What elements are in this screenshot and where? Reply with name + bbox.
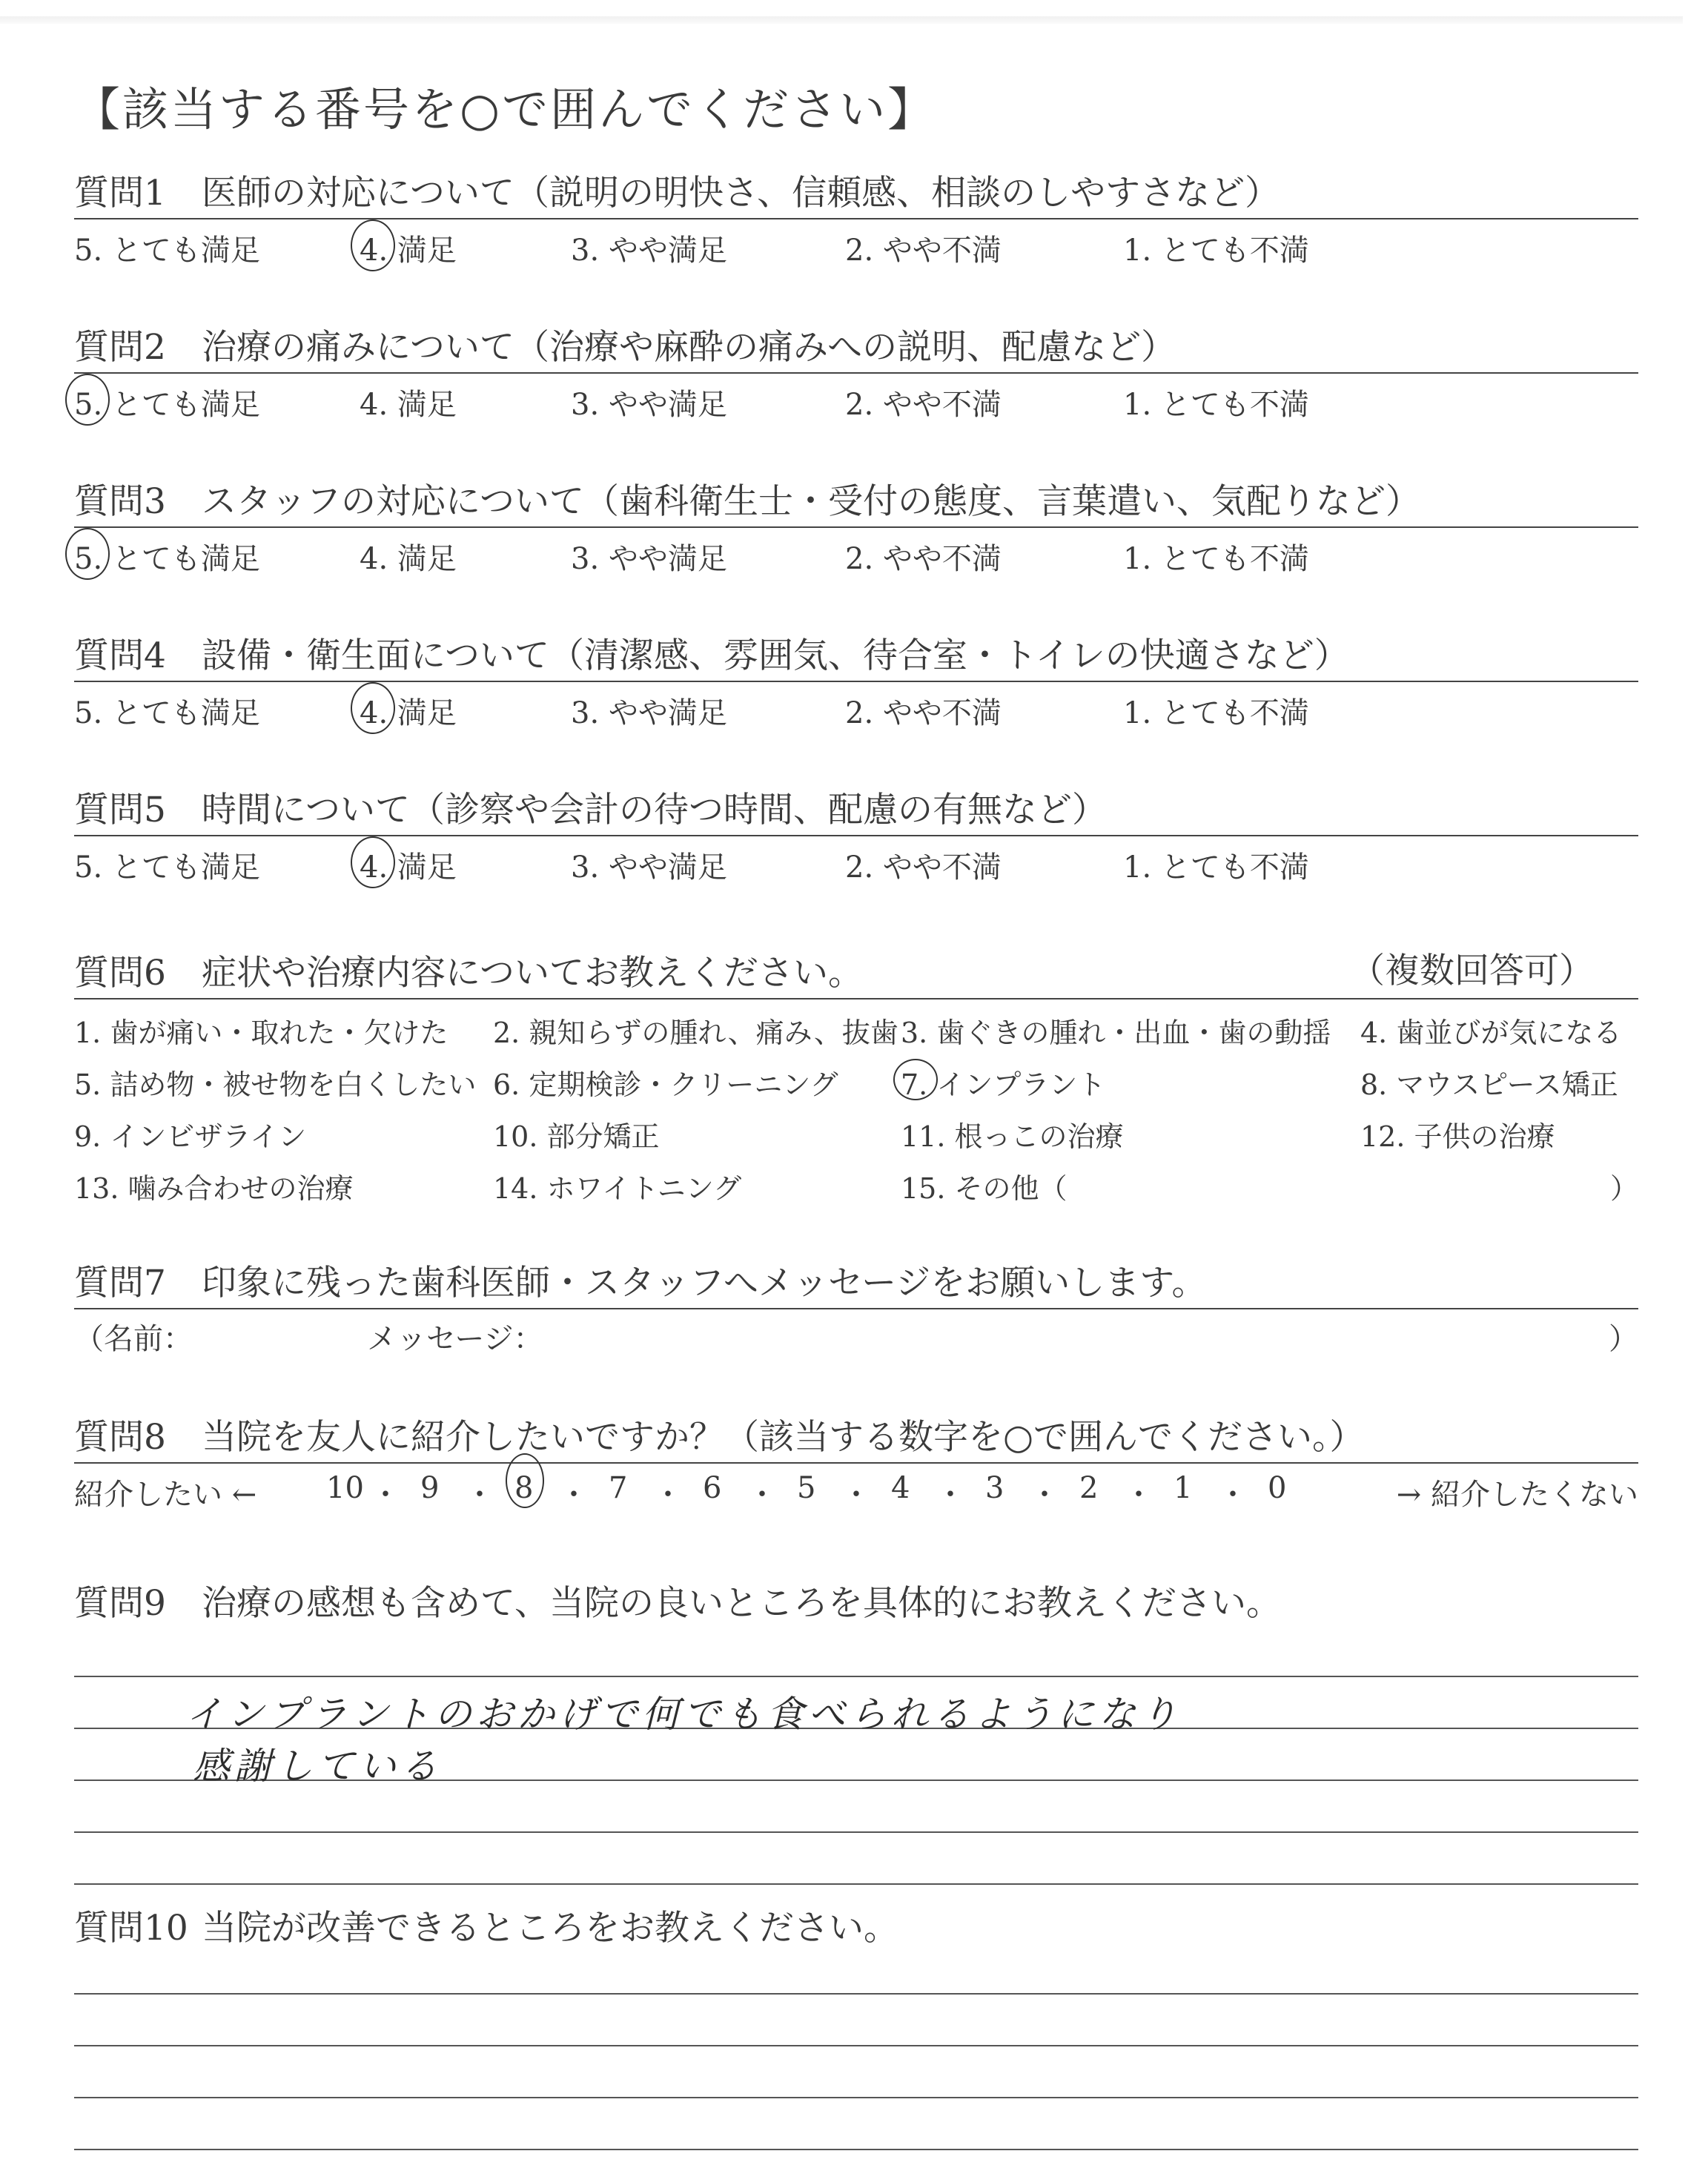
scale-value-10[interactable]: 10 xyxy=(326,1471,364,1505)
rating-option-2[interactable]: 2. やや不満 xyxy=(845,388,1002,422)
rating-option-5[interactable]: 5. とても満足 xyxy=(74,542,260,576)
scale-value-6[interactable]: 6 xyxy=(703,1471,722,1505)
message-close-paren: ） xyxy=(1609,1322,1638,1356)
symptom-option-5[interactable]: 5. 詰め物・被せ物を白くしたい xyxy=(74,1068,477,1101)
question-text: 印象に残った歯科医師・スタッフへメッセージをお願いします。 xyxy=(202,1263,1207,1303)
question-number: 質問9 xyxy=(74,1583,166,1624)
rating-option-5[interactable]: 5. とても満足 xyxy=(74,234,260,268)
rating-option-1[interactable]: 1. とても不満 xyxy=(1123,850,1309,885)
answer-lines xyxy=(74,1949,1638,2171)
question-text: 治療の感想も含めて、当院の良いところを具体的にお教えください。 xyxy=(202,1583,1282,1624)
scale-left-label: 紹介したい ← xyxy=(74,1478,257,1512)
symptom-option-3[interactable]: 3. 歯ぐきの腫れ・出血・歯の動揺 xyxy=(901,1017,1331,1049)
rating-option-3[interactable]: 3. やや満足 xyxy=(571,388,727,422)
scale-separator: ・ xyxy=(653,1478,683,1512)
rating-option-4[interactable]: 4. 満足 xyxy=(360,696,457,730)
answer-lines xyxy=(74,1624,1638,1906)
writing-line xyxy=(74,2045,1638,2046)
question-text: スタッフの対応について（歯科衛生士・受付の態度、言葉遣い、気配りなど） xyxy=(202,481,1421,522)
rating-option-4[interactable]: 4. 満足 xyxy=(360,234,457,268)
question-text: 治療の痛みについて（治療や麻酔の痛みへの説明、配慮など） xyxy=(202,327,1176,368)
writing-line xyxy=(74,1993,1638,1995)
handwritten-answer-line-1: インプラントのおかげで何でも食べられるようになり xyxy=(185,1693,1182,1736)
symptom-option-13[interactable]: 13. 噛み合わせの治療 xyxy=(74,1172,354,1205)
question-text: 医師の対応について（説明の明快さ、信頼感、相談のしやすさなど） xyxy=(202,173,1280,214)
selected-circle-mark xyxy=(351,836,395,888)
symptom-option-8[interactable]: 8. マウスピース矯正 xyxy=(1360,1068,1618,1101)
scan-top-edge xyxy=(0,16,1683,24)
question-text: 設備・衛生面について（清潔感、雰囲気、待合室・トイレの快適さなど） xyxy=(202,635,1349,676)
scale-separator: ・ xyxy=(1218,1478,1248,1512)
scale-value-7[interactable]: 7 xyxy=(609,1471,628,1505)
rating-options xyxy=(74,374,1638,422)
writing-line xyxy=(74,1883,1638,1885)
rating-option-3[interactable]: 3. やや満足 xyxy=(571,542,727,576)
multiple-answer-note: （複数回答可） xyxy=(1350,951,1594,991)
rating-option-3[interactable]: 3. やや満足 xyxy=(571,850,727,885)
symptom-option-4[interactable]: 4. 歯並びが気になる xyxy=(1360,1017,1622,1049)
scale-separator: ・ xyxy=(1030,1478,1059,1512)
rating-options xyxy=(74,219,1638,268)
message-label: メッセージ： xyxy=(367,1322,543,1356)
symptom-option-15[interactable]: 15. その他（ xyxy=(901,1172,1068,1205)
question-text: 症状や治療内容についてお教えください。 xyxy=(202,953,864,994)
scale-separator: ・ xyxy=(559,1478,589,1512)
question-text: 当院が改善できるところをお教えください。 xyxy=(202,1908,898,1949)
rating-option-1[interactable]: 1. とても不満 xyxy=(1123,696,1309,730)
question-3 xyxy=(74,478,1638,576)
question-number: 質問5 xyxy=(74,790,166,830)
symptom-option-2[interactable]: 2. 親知らずの腫れ、痛み、抜歯 xyxy=(493,1017,898,1049)
other-close-paren: ） xyxy=(1609,1172,1638,1205)
selected-circle-mark xyxy=(506,1453,544,1508)
scale-separator: ・ xyxy=(747,1478,777,1512)
question-text: 時間について（診察や会計の待つ時間、配慮の有無など） xyxy=(202,790,1108,830)
instruction-title: 【該当する番号を○で囲んでください】 xyxy=(74,82,936,136)
scale-value-5[interactable]: 5 xyxy=(797,1471,816,1505)
question-number: 質問1 xyxy=(74,173,166,214)
rating-option-2[interactable]: 2. やや不満 xyxy=(845,696,1002,730)
scale-value-8[interactable]: 8 xyxy=(514,1471,534,1505)
rating-option-4[interactable]: 4. 満足 xyxy=(360,850,457,885)
question-number: 質問8 xyxy=(74,1417,166,1458)
scale-value-4[interactable]: 4 xyxy=(891,1471,910,1505)
name-label: （名前： xyxy=(74,1322,193,1356)
symptom-option-10[interactable]: 10. 部分矯正 xyxy=(493,1120,660,1153)
scale-right-label: → 紹介したくない xyxy=(1396,1478,1638,1512)
question-text: 当院を友人に紹介したいですか？（該当する数字を○で囲んでください。） xyxy=(202,1417,1365,1458)
question-9 xyxy=(74,1579,1638,1906)
question-5 xyxy=(74,786,1638,885)
scale-value-1[interactable]: 1 xyxy=(1174,1471,1193,1505)
rating-options xyxy=(74,528,1638,576)
rating-option-2[interactable]: 2. やや不満 xyxy=(845,850,1002,885)
question-number: 質問4 xyxy=(74,635,166,676)
question-7 xyxy=(74,1259,1638,1354)
symptom-option-12[interactable]: 12. 子供の治療 xyxy=(1360,1120,1555,1153)
symptom-option-7[interactable]: 7. インプラント xyxy=(901,1068,1106,1101)
writing-line xyxy=(74,1676,1638,1677)
scale-separator: ・ xyxy=(465,1478,494,1512)
rating-options xyxy=(74,836,1638,885)
symptom-option-9[interactable]: 9. インビザライン xyxy=(74,1120,307,1153)
question-number: 質問6 xyxy=(74,953,166,994)
question-2 xyxy=(74,323,1638,422)
scale-value-2[interactable]: 2 xyxy=(1079,1471,1099,1505)
question-10 xyxy=(74,1904,1638,2171)
writing-line xyxy=(74,2149,1638,2150)
selected-circle-mark xyxy=(893,1059,938,1100)
writing-line xyxy=(74,1831,1638,1833)
scale-separator: ・ xyxy=(371,1478,400,1512)
rating-option-1[interactable]: 1. とても不満 xyxy=(1123,542,1309,576)
question-6 xyxy=(74,949,1638,1207)
question-1 xyxy=(74,169,1638,268)
rating-option-5[interactable]: 5. とても満足 xyxy=(74,696,260,730)
rating-option-3[interactable]: 3. やや満足 xyxy=(571,696,727,730)
rating-option-5[interactable]: 5. とても満足 xyxy=(74,850,260,885)
scale-separator: ・ xyxy=(841,1478,871,1512)
question-number: 質問7 xyxy=(74,1263,166,1303)
rating-options xyxy=(74,682,1638,730)
selected-circle-mark xyxy=(351,682,395,734)
rating-option-1[interactable]: 1. とても不満 xyxy=(1123,234,1309,268)
symptom-option-11[interactable]: 11. 根っこの治療 xyxy=(901,1120,1124,1153)
symptom-option-1[interactable]: 1. 歯が痛い・取れた・欠けた xyxy=(74,1017,448,1049)
rating-option-2[interactable]: 2. やや不満 xyxy=(845,542,1002,576)
selected-circle-mark xyxy=(351,219,395,271)
writing-line xyxy=(74,2097,1638,2098)
selected-circle-mark xyxy=(65,374,110,426)
rating-option-1[interactable]: 1. とても不満 xyxy=(1123,388,1309,422)
question-number: 質問10 xyxy=(74,1908,188,1949)
rating-option-3[interactable]: 3. やや満足 xyxy=(571,234,727,268)
rating-option-4[interactable]: 4. 満足 xyxy=(360,542,457,576)
symptom-options xyxy=(74,999,1638,1207)
scale-value-9[interactable]: 9 xyxy=(420,1471,440,1505)
handwritten-answer-line-2: 感謝している xyxy=(193,1745,442,1788)
question-number: 質問3 xyxy=(74,481,166,522)
selected-circle-mark xyxy=(65,528,110,580)
scale-separator: ・ xyxy=(936,1478,965,1512)
recommend-scale xyxy=(74,1464,1638,1516)
question-number: 質問2 xyxy=(74,327,166,368)
scale-separator: ・ xyxy=(1124,1478,1153,1512)
rating-option-2[interactable]: 2. やや不満 xyxy=(845,234,1002,268)
rating-option-5[interactable]: 5. とても満足 xyxy=(74,388,260,422)
rating-option-4[interactable]: 4. 満足 xyxy=(360,388,457,422)
scale-value-3[interactable]: 3 xyxy=(985,1471,1004,1505)
scale-value-0[interactable]: 0 xyxy=(1268,1471,1287,1505)
symptom-option-6[interactable]: 6. 定期検診・クリーニング xyxy=(493,1068,838,1101)
question-8 xyxy=(74,1413,1638,1516)
question-4 xyxy=(74,632,1638,730)
symptom-option-14[interactable]: 14. ホワイトニング xyxy=(493,1172,742,1205)
